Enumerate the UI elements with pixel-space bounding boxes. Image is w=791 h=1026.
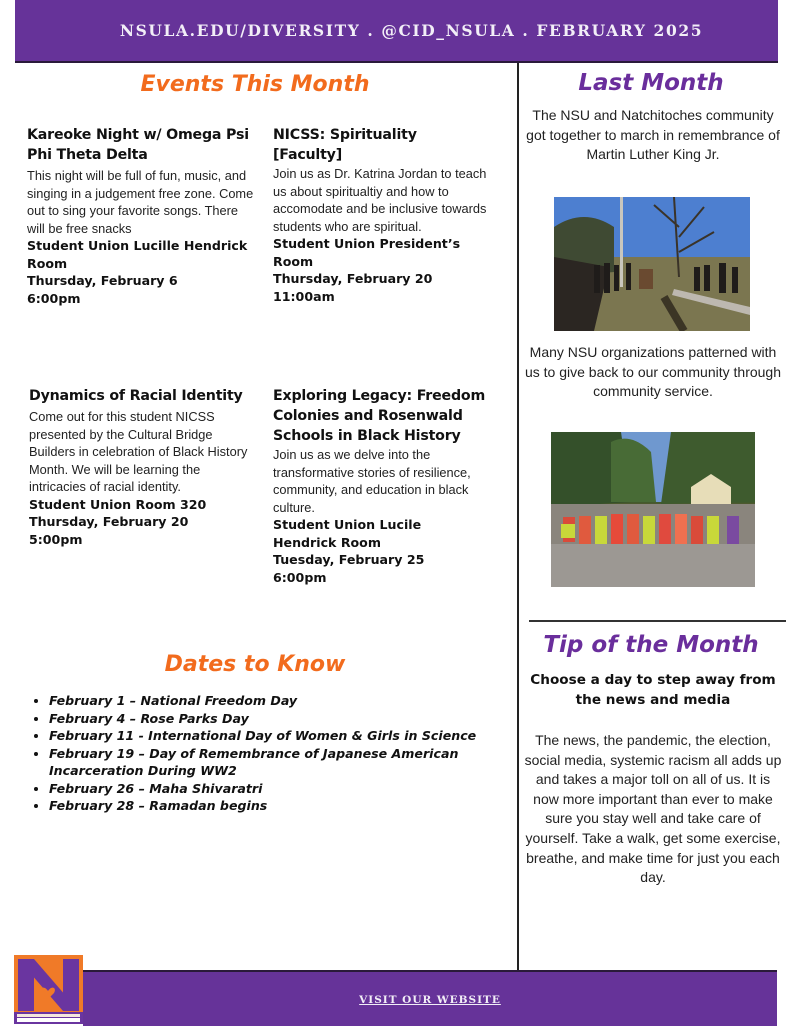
event-description: This night will be full of fun, music, and singing in a judgement free zone. Come out to sing your favorite songs. There will be free snacks	[27, 168, 254, 236]
tip-subtitle: Choose a day to step away from the news and media	[530, 672, 776, 708]
event-card	[273, 125, 488, 305]
tip-title: Tip of the Month	[543, 632, 759, 658]
center-logo	[14, 955, 83, 1024]
events-section-title: Events This Month	[140, 72, 370, 97]
last-month-text-1: The NSU and Natchitoches community got together to march in remembrance of Martin Luther King Jr.	[526, 107, 780, 162]
event-date: Thursday, February 20	[273, 271, 433, 286]
event-date: Thursday, February 20	[29, 514, 189, 529]
event-description: Join us as we delve into the transformative stories of resilience, community, and education in black culture.	[273, 447, 471, 515]
event-date: Thursday, February 6	[27, 273, 178, 288]
event-card	[27, 125, 257, 307]
event-location: Student Union Lucile Hendrick Room	[273, 517, 422, 550]
date-item: • February 28 – Ramadan begins	[49, 797, 519, 815]
dates-section-title: Dates to Know	[164, 652, 346, 677]
date-item: • February 1 – National Freedom Day	[49, 692, 519, 710]
dates-list	[30, 692, 519, 815]
event-location: Student Union Lucille Hendrick Room	[27, 238, 248, 271]
event-time: 6:00pm	[27, 290, 81, 306]
event-title: Kareoke Night w/ Omega Psi Phi Theta Delta	[27, 127, 249, 163]
event-time: 6:00pm	[273, 569, 327, 585]
event-description: Come out for this student NICSS presented by the Cultural Bridge Builders in celebration of Black History Month. We will be learning the intricacies of racial identity.	[29, 409, 248, 494]
visit-website-link[interactable]: VISIT OUR WEBSITE	[359, 994, 501, 1006]
header-text: NSULA.EDU/DIVERSITY . @CID_NSULA . FEBRUARY 2025	[119, 21, 704, 40]
column-divider	[517, 63, 519, 970]
header-banner	[15, 0, 778, 63]
section-divider	[529, 620, 786, 622]
last-month-text-2: Many NSU organizations patterned with us to give back to our community through community service.	[524, 344, 782, 399]
event-title: NICSS: Spirituality [Faculty]	[273, 127, 417, 163]
event-card	[273, 386, 488, 586]
event-title: Dynamics of Racial Identity	[29, 388, 243, 404]
n-logo-icon	[14, 955, 83, 1024]
event-description: Join us as Dr. Katrina Jordan to teach us about spiritualtiy and how to accomodate and be inclusive towards students who are spiritual.	[273, 166, 487, 234]
date-item: • February 26 – Maha Shivaratri	[49, 780, 519, 798]
community-service-photo-illustration	[551, 432, 755, 587]
mlk-march-photo	[554, 197, 750, 331]
community-service-photo	[551, 432, 755, 587]
event-title: Exploring Legacy: Freedom Colonies and Rosenwald Schools in Black History	[273, 388, 486, 444]
footer-bar	[83, 970, 777, 1026]
mlk-march-photo-illustration	[554, 197, 750, 331]
event-location: Student Union Room 320	[29, 496, 207, 512]
event-card	[29, 386, 257, 548]
event-location: Student Union President’s Room	[273, 236, 461, 269]
last-month-title: Last Month	[578, 70, 724, 96]
date-item: • February 11 - International Day of Women & Girls in Science	[49, 727, 519, 745]
tip-body: The news, the pandemic, the election, social media, systemic racism all adds up and takes a major toll on all of us. It is now more important than ever to make sure you stay well and take care of yourself. Take a walk, get some exercise, breathe, and make time for just you each day.	[524, 732, 782, 886]
event-time: 5:00pm	[29, 531, 83, 547]
date-item: • February 19 – Day of Remembrance of Japanese American Incarceration During WW2	[49, 745, 519, 780]
event-date: Tuesday, February 25	[273, 552, 425, 567]
event-time: 11:00am	[273, 288, 335, 304]
date-item: • February 4 – Rose Parks Day	[49, 710, 519, 728]
